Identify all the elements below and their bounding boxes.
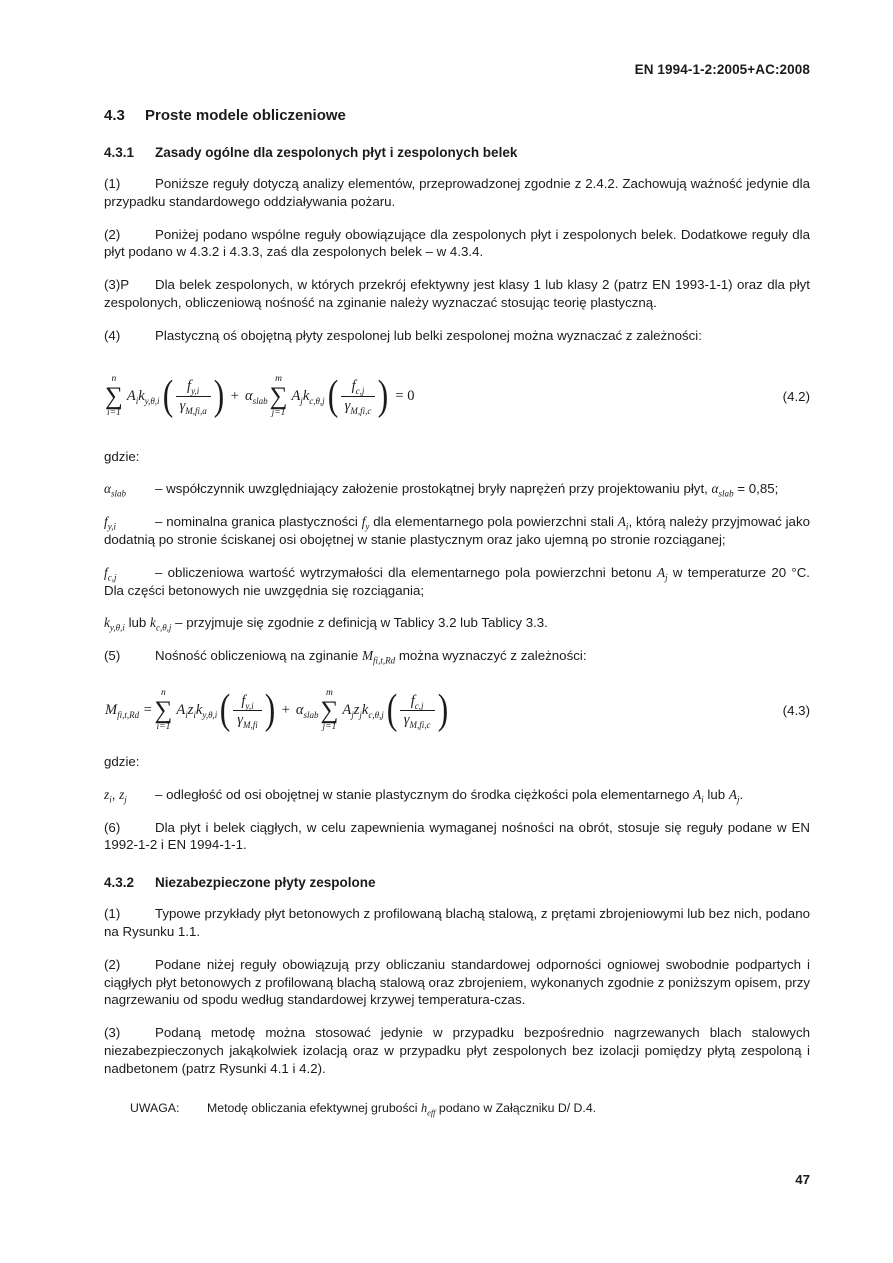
paragraph-5	[104, 647, 810, 665]
paragraph-number: (2)	[104, 956, 121, 972]
equation-number: (4.2)	[782, 389, 810, 405]
section-heading-4-3-1	[104, 145, 810, 160]
page-content	[104, 0, 810, 1116]
paragraph-number: (3)P	[104, 277, 130, 293]
section-heading-4-3	[104, 107, 810, 124]
section-number: 4.3.1	[104, 145, 135, 160]
right-paren: )	[437, 687, 448, 734]
paragraph-number: (1)	[104, 176, 121, 191]
paragraph-number: (1)	[104, 906, 121, 922]
plus-operator: +	[230, 388, 239, 405]
paragraph-text: Dla płyt i belek ciągłych, w celu zapewnienia wymaganej nośności na obrót, stosuje się reguły podane w EN 1992-1-2 i EN 1994-1-1.	[104, 819, 810, 853]
equation-term: $A_jk_{c,\theta,j}$	[291, 388, 325, 406]
paragraph-number: (6)	[104, 819, 121, 835]
paragraph-number: (4)	[104, 327, 121, 343]
definition-term: $f_{c,j}$	[104, 564, 117, 583]
definition-text: $k_{y,\theta,i}$ lub $k_{c,\theta,j}$ – przyjmuje się zgodnie z definicją w Tablicy 3.2 lub Tablicy 3.3.	[104, 615, 548, 634]
paragraph-text: Poniższe reguły dotyczą analizy elementów, przeprowadzonej zgodnie z 2.4.2. Zachowują ważność jedynie dla przypadku standardowego oddziaływania pożaru.	[104, 176, 810, 209]
paragraph-text: Typowe przykłady płyt betonowych z profilowaną blachą stalową, z prętami zbrojeniowymi lub bez nich, podano na Rysunku 1.1.	[104, 906, 810, 939]
definition-zi-zj	[104, 786, 810, 804]
equation-4-2-expression	[104, 372, 419, 419]
section-title: Proste modele obliczeniowe	[145, 107, 346, 124]
definition-text: – współczynnik uwzględniający założenie prostokątnej bryły naprężeń przy projektowaniu płyt, $\alpha_{slab} = 0,85$;	[155, 481, 779, 500]
definition-text: – odległość od osi obojętnej w stanie plastycznym do środka ciężkości pola elementarnego $A_i$ lub $A_j$.	[155, 786, 744, 805]
right-paren: )	[378, 372, 389, 419]
paragraph-1	[104, 175, 810, 211]
sum-symbol: n ∑ i=1	[105, 373, 123, 419]
equation-term: $A_iz_ik_{y,\theta,i}$	[176, 702, 218, 721]
equation-number: (4.3)	[782, 703, 810, 719]
section-number: 4.3.2	[104, 875, 135, 891]
paragraph-number: (5)	[104, 648, 121, 664]
paragraph-7	[104, 905, 810, 941]
section-number: 4.3	[104, 107, 125, 124]
definition-alpha-slab	[104, 480, 810, 498]
page-number: 47	[795, 1172, 810, 1187]
equals-zero: = 0	[395, 388, 415, 405]
right-paren: )	[213, 372, 225, 419]
definition-fcj	[104, 564, 810, 600]
left-paren: (	[327, 372, 338, 419]
fraction: $\frac{f_{c,j}}{\gamma_{M,fi,c}}$	[400, 692, 435, 730]
where-label: gdzie:	[104, 448, 140, 464]
equation-4-3-expression	[104, 689, 450, 733]
paragraph-4	[104, 327, 810, 345]
equation-term: $A_jz_jk_{c,\theta,j}$	[342, 702, 384, 721]
fraction: $\frac{f_{c,j}}{\gamma_{M,fi,c}}$	[341, 377, 376, 415]
paragraph-8	[104, 956, 810, 1009]
right-paren: )	[264, 687, 275, 734]
paragraph-6	[104, 819, 810, 855]
paragraph-9	[104, 1024, 810, 1077]
equation-4-2	[104, 361, 810, 433]
definition-fyi	[104, 513, 810, 549]
standard-reference-header: EN 1994-1-2:2005+AC:2008	[634, 62, 810, 77]
paragraph-text: Dla belek zespolonych, w których przekrój efektywny jest klasy 1 lub klasy 2 (patrz EN 1993-1-1) oraz dla płyt zespolonych, obliczeniową nośność na zginanie należy wyznaczać stosując teorię plastyczną.	[104, 277, 810, 310]
equation-4-3	[104, 675, 810, 747]
definition-term: $\alpha_{slab}$	[104, 481, 127, 500]
note-label: UWAGA:	[130, 1100, 180, 1115]
definition-term: $f_{y,i}$	[104, 514, 116, 532]
alpha-slab-factor: $\alpha_{slab}$	[295, 702, 319, 721]
paragraph-number: (2)	[104, 226, 121, 242]
fraction: $\frac{f_{y,i}}{\gamma_{M,fi,a}}$	[176, 377, 211, 415]
definition-text: – nominalna granica plastyczności $f_y$ dla elementarnego pola powierzchni stali $A_i$, którą należy przyjmować jako dodatnią po stronie ściskanej osi obojętnej w stanie plastycznym oraz jako ujemną po stronie rozciąganej;	[104, 514, 810, 547]
section-heading-4-3-2	[104, 875, 810, 890]
paragraph-text: Plastyczną oś obojętną płyty zespolonej lub belki zespolonej można wyznaczać z zależności:	[155, 327, 702, 343]
moment-resistance-lhs: $M_{fi,t,Rd}$ =	[105, 702, 153, 721]
sum-symbol: m ∑ j=1	[320, 687, 339, 733]
note-text: Metodę obliczania efektywnej grubości $h_{eff}$ podano w Załączniku D/ D.4.	[207, 1100, 597, 1117]
fraction: $\frac{f_{y,i}}{\gamma_{M,fi}}$	[233, 692, 261, 730]
paragraph-2	[104, 226, 810, 262]
paragraph-number: (3)	[104, 1025, 121, 1041]
plus-operator: +	[281, 702, 290, 719]
section-title: Zasady ogólne dla zespolonych płyt i zespolonych belek	[155, 145, 518, 160]
paragraph-text: Podaną metodę można stosować jedynie w przypadku bezpośrednio nagrzewanych blach stalowych niezabezpieczonych jakąkolwiek izolacją oraz w przypadku płyt zespolonych bez izolacji pomiędzy płytą zespoloną i nadbetonem (patrz Rysunki 4.1 i 4.2).	[104, 1025, 810, 1076]
paragraph-text: Nośność obliczeniową na zginanie $M_{fi,t,Rd}$ można wyznaczyć z zależności:	[155, 648, 587, 666]
definition-k-factors	[104, 614, 810, 632]
section-title: Niezabezpieczone płyty zespolone	[155, 875, 376, 891]
definition-text: – obliczeniowa wartość wytrzymałości dla elementarnego pola powierzchni betonu $A_j$ w temperaturze 20 °C. Dla części betonowych nie uwzgędnia się rozciągania;	[104, 564, 811, 598]
where-label: gdzie:	[104, 753, 140, 769]
paragraph-3	[104, 276, 810, 312]
left-paren: (	[162, 372, 173, 419]
paragraph-text: Podane niżej reguły obowiązują przy obliczaniu standardowej odporności ogniowej swobodnie podpartych i ciągłych płyt betonowych z profilowaną blachą stalową oraz zbrojeniem, wykonanych zgodnie z poniższym opisem, przy nagrzewaniu od spodu według standardowej krzywej temperatura-czas.	[104, 956, 810, 1008]
left-paren: (	[386, 687, 398, 734]
left-paren: (	[220, 687, 231, 734]
paragraph-text: Poniżej podano wspólne reguły obowiązujące dla zespolonych płyt i zespolonych belek. Dodatkowe reguły dla płyt podano w 4.3.2 i 4.3.3, zaś dla zespolonych belek – w 4.3.4.	[104, 226, 810, 260]
equation-term: $A_ik_{y,\theta,i}$	[126, 388, 160, 406]
note-uwaga	[130, 1100, 810, 1116]
sum-symbol: m ∑ j=1	[269, 373, 288, 419]
sum-symbol: n ∑ i=1	[154, 687, 173, 733]
alpha-slab-factor: $\alpha_{slab}$	[244, 388, 268, 406]
definition-term: $z_i$, $z_j$	[104, 786, 127, 805]
